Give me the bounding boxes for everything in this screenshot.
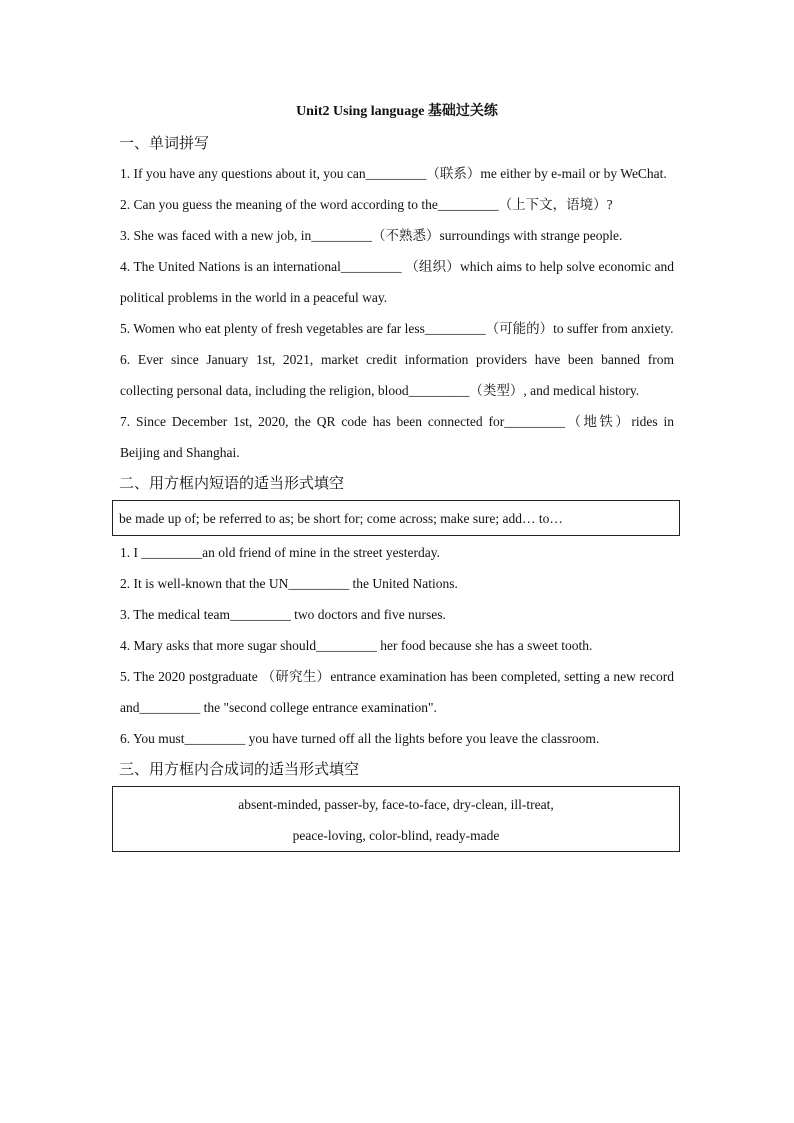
question-item: [120, 189, 674, 220]
page-title: Unit2 Using language 基础过关练: [296, 104, 498, 119]
question-item: [120, 313, 674, 344]
question-item: [120, 630, 674, 661]
question-text: 3. The medical team_________ two doctors and five nurses.: [120, 607, 446, 622]
question-item: [120, 537, 674, 568]
compound-word-line-2: peace-loving, color-blind, ready-made: [292, 828, 500, 843]
compound-word-line-1: absent-minded, passer-by, face-to-face, dry-clean, ill-treat,: [238, 797, 554, 812]
question-item: [120, 251, 674, 313]
question-text: 5. Women who eat plenty of fresh vegetables are far less_________（可能的）to suffer from anxiety.: [120, 321, 674, 336]
compound-word-box: [112, 786, 680, 852]
question-text: 6. Ever since January 1st, 2021, market credit information providers have been banned from collecting personal data, including the religion, blood_________（类型）, and medical history.: [120, 352, 674, 398]
question-item: [120, 344, 674, 406]
worksheet-page: [120, 96, 674, 852]
question-text: 4. Mary asks that more sugar should_________ her food because she has a sweet tooth.: [120, 638, 593, 653]
question-text: 2. It is well-known that the UN_________ the United Nations.: [120, 576, 458, 591]
question-text: 5. The 2020 postgraduate （研究生）entrance examination has been completed, setting a new record and_________ the "second college entrance examination".: [120, 669, 674, 715]
question-item: [120, 599, 674, 630]
question-item: [120, 406, 674, 468]
question-text: 7. Since December 1st, 2020, the QR code has been connected for_________（地铁）rides in Beijing and Shanghai.: [120, 414, 674, 460]
question-item: [120, 723, 674, 754]
section-heading-3: 三、用方框内合成词的适当形式填空: [119, 760, 360, 778]
question-text: 6. You must_________ you have turned off all the lights before you leave the classroom.: [120, 731, 600, 746]
section-heading-2: 二、用方框内短语的适当形式填空: [119, 474, 345, 492]
question-item: [120, 568, 674, 599]
question-item: [120, 158, 674, 189]
question-text: 4. The United Nations is an international_________ （组织）which aims to help solve economic and political problems in the world in a peaceful way.: [120, 259, 674, 305]
question-item: [120, 661, 674, 723]
question-text: 1. If you have any questions about it, you can_________（联系）me either by e-mail or by WeChat.: [120, 166, 667, 181]
question-text: 3. She was faced with a new job, in_________（不熟悉）surroundings with strange people.: [120, 228, 623, 243]
question-text: 1. I _________an old friend of mine in the street yesterday.: [120, 545, 441, 560]
question-text: 2. Can you guess the meaning of the word according to the_________（上下文，语境）?: [120, 197, 613, 212]
section-heading-1: 一、单词拼写: [119, 134, 210, 152]
phrase-box: be made up of; be referred to as; be short for; come across; make sure; add… to…: [112, 500, 680, 536]
question-item: [120, 220, 674, 251]
